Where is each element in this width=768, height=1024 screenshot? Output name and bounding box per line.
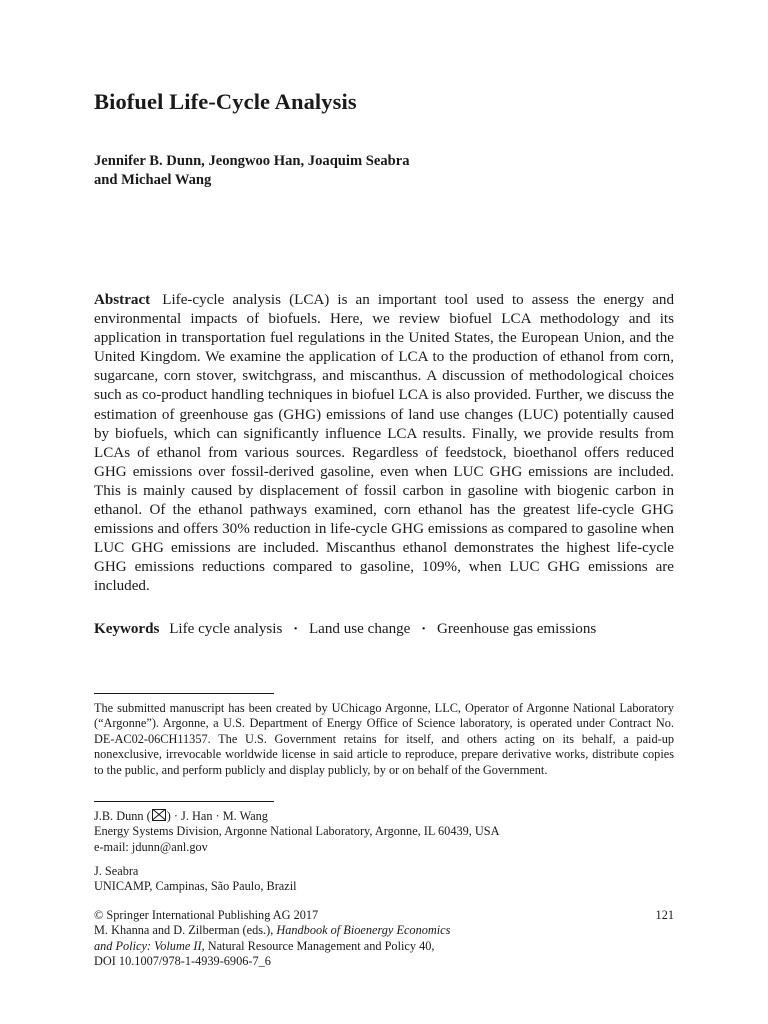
page-number: 121 <box>655 908 674 922</box>
book-title: Handbook of Bioenergy Economics <box>276 923 451 938</box>
funding-footnote-text: The submitted manuscript has been created by UChicago Argonne, LLC, Operator of Argonne National Laboratory (“Argonne”). Argonne, a U.S. Department of Energy Office of Science laboratory, is operated under Contract No. DE-AC02-06CH11357. The U.S. Government retains for itself, and others acting on its behalf, a paid-up nonexclusive, irrevocable worldwide license in said article to reproduce, prepare derivative works, distribute copies to the public, and perform publicly and display publicly, by or on behalf of the Government. <box>94 701 674 777</box>
author-line-2: and Michael Wang <box>94 172 212 188</box>
abstract <box>94 291 674 597</box>
paper-title: Biofuel Life-Cycle Analysis <box>94 89 357 114</box>
envelope-icon <box>152 809 166 821</box>
affiliation-block-1 <box>94 809 674 855</box>
copyright-notice: © Springer International Publishing AG 2017 <box>94 908 319 922</box>
keyword-separator: · <box>293 621 299 637</box>
keyword-item: Greenhouse gas emissions <box>436 621 597 637</box>
doi: DOI 10.1007/978-1-4939-6906-7_6 <box>94 954 271 969</box>
abstract-text: Life-cycle analysis (LCA) is an important tool used to assess the energy and environmental impacts of biofuels. Here, we review biofuel LCA methodology and its application in transportation fuel regulations in the United States, the European Union, and the United Kingdom. We examine the application of LCA to the production of ethanol from corn, sugarcane, corn stover, switchgrass, and miscanthus. A discussion of methodological choices such as co-product handling techniques in biofuel LCA is also provided. Further, we discuss the estimation of greenhouse gas (GHG) emissions of land use changes (LUC) potentially caused by biofuels, which can significantly influence LCA results. Finally, we provide results from LCAs of ethanol from various sources. Regardless of feedstock, bioethanol offers reduced GHG emissions over fossil-derived gasoline, even when LUC GHG emissions are included. This is mainly caused by displacement of fossil carbon in gasoline with biogenic carbon in ethanol. Of the ethanol pathways examined, corn ethanol has the greatest life-cycle GHG emissions and offers 30% reduction in life-cycle GHG emissions as compared to gasoline when LUC GHG emissions are included. Miscanthus ethanol demonstrates the highest life-cycle GHG emissions reductions compared to gasoline, 109%, when LUC GHG emissions are included. <box>94 292 674 595</box>
keywords <box>94 621 674 638</box>
affiliation-org: UNICAMP, Campinas, São Paulo, Brazil <box>94 879 297 894</box>
abstract-label: Abstract <box>94 292 151 308</box>
affiliation-names: J. Seabra <box>94 864 139 878</box>
footnote-divider <box>94 693 274 694</box>
copyright-row <box>94 908 674 923</box>
keyword-separator: · <box>421 621 427 637</box>
publication-info <box>94 908 674 970</box>
book-citation-line-1: M. Khanna and D. Zilberman (eds.), Handbook of Bioenergy Economics <box>94 923 451 938</box>
author-list <box>94 152 410 190</box>
keyword-item: Life cycle analysis <box>169 621 283 637</box>
book-title: and Policy: Volume II <box>94 938 202 953</box>
author-line-1: Jennifer B. Dunn, Jeongwoo Han, Joaquim Seabra <box>94 153 410 169</box>
book-citation-line-2: and Policy: Volume II, Natural Resource Management and Policy 40, <box>94 938 435 953</box>
keyword-item: Land use change <box>308 621 411 637</box>
keywords-label: Keywords <box>94 621 160 637</box>
affiliation-email: e-mail: jdunn@anl.gov <box>94 839 208 854</box>
funding-footnote <box>94 701 674 778</box>
affiliation-names: J.B. Dunn ( ) · J. Han · M. Wang <box>94 809 268 823</box>
affiliation-block-2 <box>94 864 674 895</box>
affiliation-divider <box>94 801 274 802</box>
affiliation-org: Energy Systems Division, Argonne National Laboratory, Argonne, IL 60439, USA <box>94 824 500 839</box>
